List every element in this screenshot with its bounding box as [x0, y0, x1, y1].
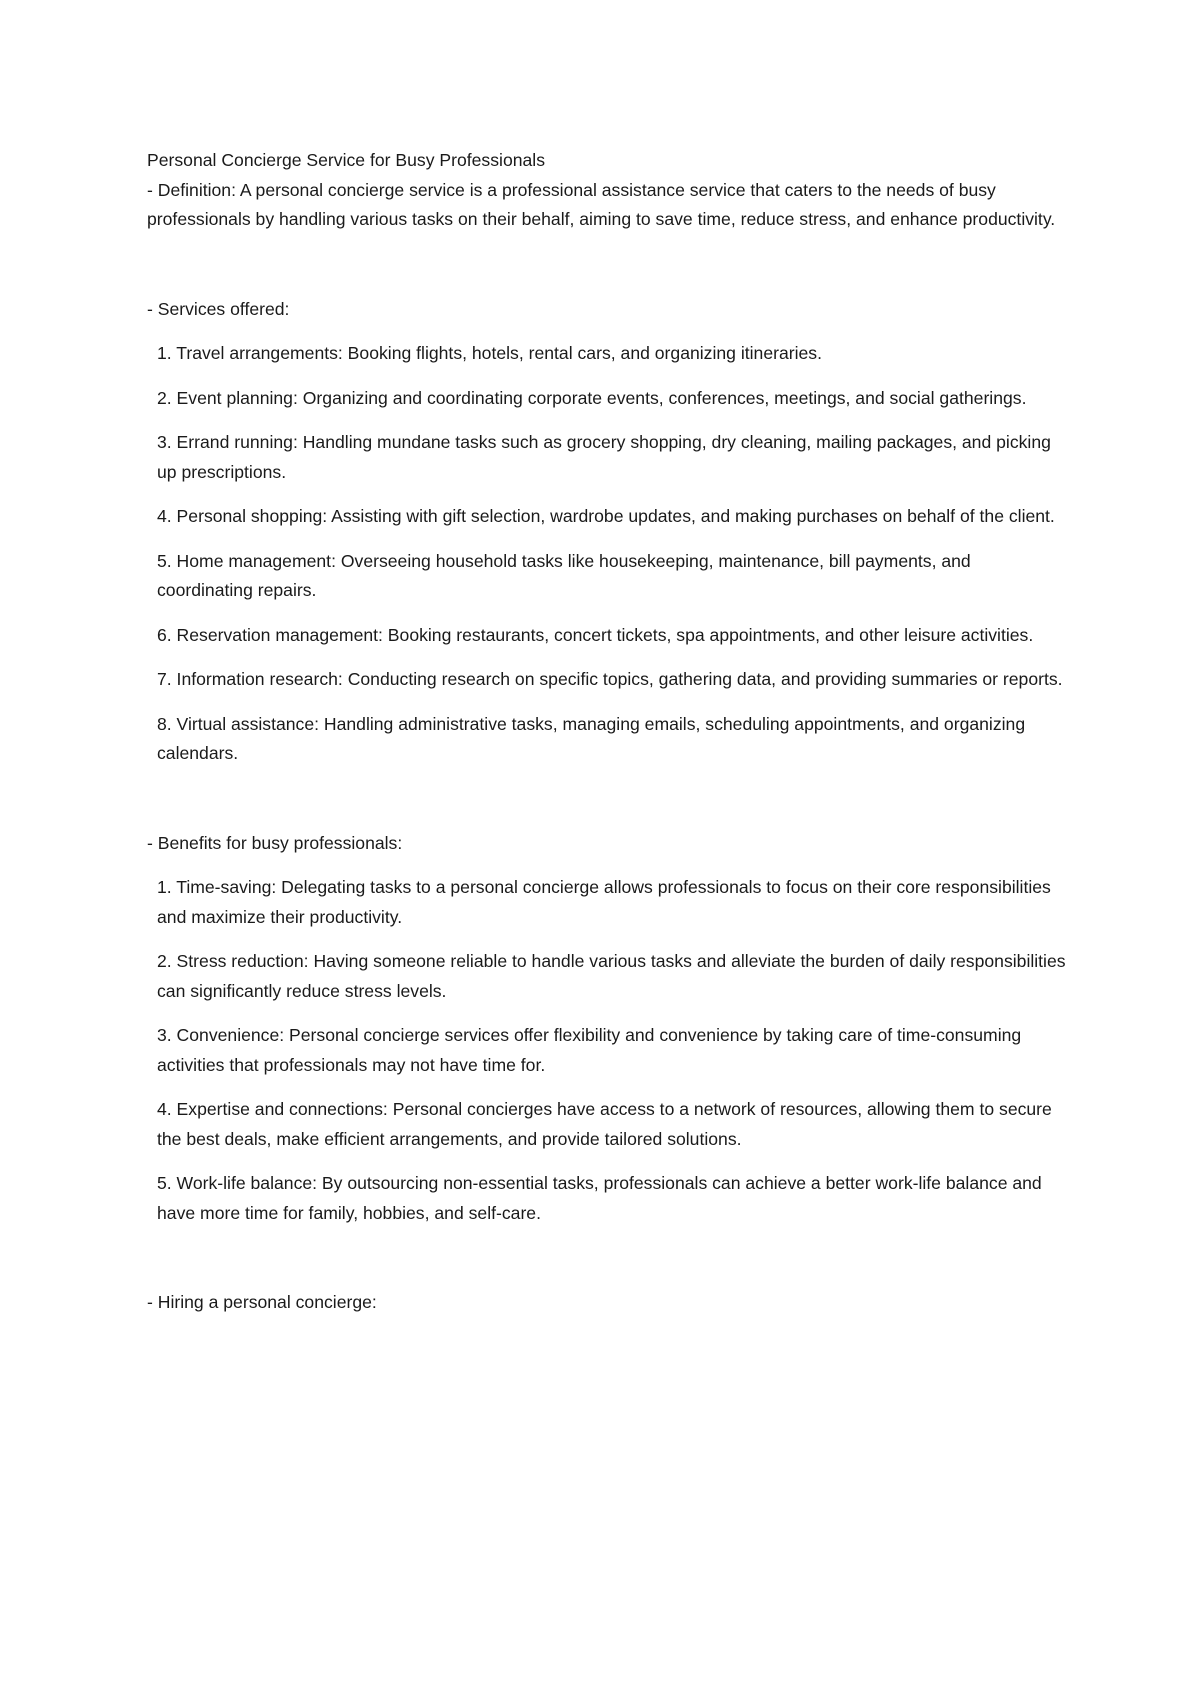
benefit-item: 1. Time-saving: Delegating tasks to a personal concierge allows professionals to focus on their core responsibilities and maximize their productivity. [157, 877, 1051, 927]
service-item: 4. Personal shopping: Assisting with gift selection, wardrobe updates, and making purchases on behalf of the client. [157, 506, 1055, 526]
section-spacer [147, 1243, 1067, 1288]
definition-paragraph: - Definition: A personal concierge service is a professional assistance service that caters to the needs of busy professionals by handling various tasks on their behalf, aiming to save time, reduce stress, and enhance productivity. [147, 179, 1056, 229]
service-item: 8. Virtual assistance: Handling administrative tasks, managing emails, scheduling appointments, and organizing calendars. [157, 713, 1026, 763]
services-heading: - Services offered: [147, 298, 290, 319]
benefit-item: 2. Stress reduction: Having someone reliable to handle various tasks and alleviate the burden of daily responsibilities can significantly reduce stress levels. [157, 951, 1066, 1001]
service-item: 7. Information research: Conducting research on specific topics, gathering data, and providing summaries or reports. [157, 669, 1063, 689]
service-item: 2. Event planning: Organizing and coordinating corporate events, conferences, meetings, and social gatherings. [157, 387, 1027, 408]
service-item: 6. Reservation management: Booking restaurants, concert tickets, spa appointments, and other leisure activities. [157, 624, 1034, 645]
service-item: 5. Home management: Overseeing household tasks like housekeeping, maintenance, bill payments, and coordinating repairs. [157, 550, 971, 600]
benefit-item: 3. Convenience: Personal concierge services offer flexibility and convenience by taking care of time-consuming activities that professionals may not have time for. [157, 1025, 1022, 1075]
document-body [147, 146, 1067, 1333]
section-spacer [147, 784, 1067, 829]
benefit-item: 5. Work-life balance: By outsourcing non-essential tasks, professionals can achieve a better work-life balance and have more time for family, hobbies, and self-care. [157, 1173, 1042, 1223]
service-item: 1. Travel arrangements: Booking flights, hotels, rental cars, and organizing itineraries. [157, 343, 822, 363]
benefits-list [147, 873, 1067, 1228]
benefit-item: 4. Expertise and connections: Personal concierges have access to a network of resources, allowing them to secure the best deals, make efficient arrangements, and provide tailored solutions. [157, 1099, 1052, 1149]
services-list [147, 339, 1067, 769]
hiring-heading: - Hiring a personal concierge: [147, 1292, 377, 1312]
document-title: Personal Concierge Service for Busy Professionals [147, 150, 545, 170]
service-item: 3. Errand running: Handling mundane tasks such as grocery shopping, dry cleaning, mailing packages, and picking up prescriptions. [157, 432, 1051, 482]
benefits-heading: - Benefits for busy professionals: [147, 832, 403, 853]
